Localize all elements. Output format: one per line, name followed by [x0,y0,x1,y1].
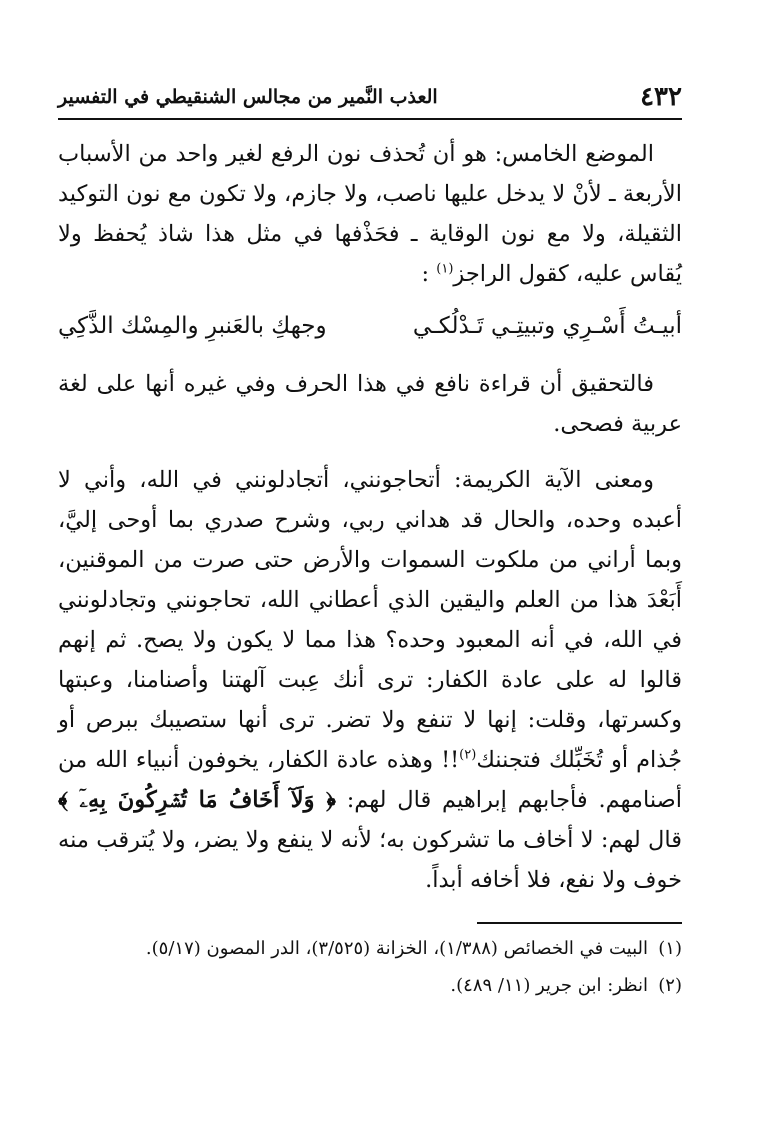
paragraph-ending: : [421,261,430,287]
paragraph-text-a: ومعنى الآية الكريمة: أتحاجونني، أتجادلونني في الله، وأني لا أعبده وحده، والحال قد هداني ربي، وشرح صدري بما أوحى إليَّ، وبما أراني من ملكوت السموات والأرض حتى صرت من الموقنين، أَبَعْدَ هذا من العلم واليقين الذي أعطاني الله، تحاجونني وتجادلونني في الله، في أنه المعبود وحده؟ هذا مما لا يكون ولا يصح. ثم إنهم قالوا له على عادة الكفار: ترى أنك عِبت آلهتنا وأصنامنا، وعبتها وكسرتها، وقلت: إنها لا تنفع ولا تضر. ترى أنها ستصيبك ببرص أو جُذام أو تُخَبِّلك فتجننك [58,467,682,773]
paragraph-text-c: قال لهم: لا أخاف ما تشركون به؛ لأنه لا ينفع ولا يضر، ولا يُترقب منه خوف ولا نفع، فلا أخافه أبداً. [58,827,682,893]
paragraph-gap [58,444,682,460]
paragraph-verse-meaning [58,460,682,900]
footnote-ref-2[interactable]: (٢) [459,747,477,763]
footnote-text: انظر: ابن جرير (١١/ ٤٨٩). [450,975,648,996]
book-page [58,78,682,1006]
footnote-1 [58,932,682,965]
paragraph-text-b: !! وهذه عادة الكفار، يخوفون أنبياء الله من أصنامهم. فأجابهم إبراهيم قال لهم: [58,747,682,813]
footnote-number: (١) [658,938,682,959]
page-number: ٤٣٢ [640,82,682,112]
footnote-number: (٢) [658,975,682,996]
footnote-ref-1[interactable]: (١) [436,261,454,277]
paragraph-fifth-position [58,134,682,294]
page-header [58,78,682,120]
footnote-divider [477,922,682,924]
quran-verse: ﴿ وَلَآ أَخَافُ مَا تُشۡرِكُونَ بِهِۦٓ ﴾ [58,787,336,813]
poem-first-hemistich: أبيـتُ أَسْـرِي وتبيتِـي تَـدْلُكـي [412,313,682,339]
footnote-2 [58,969,682,1002]
paragraph-text: الموضع الخامس: هو أن تُحذف نون الرفع لغير واحد من الأسباب الأربعة ـ لأنْ لا يدخل عليها ناصب، ولا جازم، ولا تكون مع نون التوكيد الثقيلة، ولا مع نون الوقاية ـ فحَذْفها في مثل هذا شاذ يُحفظ ولا يُقاس عليه، كقول الراجز [58,141,682,287]
running-title: العذب النَّمير من مجالس الشنقيطي في التفسير [58,86,438,108]
poem-second-hemistich: وجهكِ بالعَنبرِ والمِسْك الذَّكِي [58,313,327,339]
footnote-text: البيت في الخصائص (١/٣٨٨)، الخزانة (٣/٥٢٥)، الدر المصون (٥/١٧). [145,938,648,959]
footnotes [58,932,682,1002]
main-text [58,134,682,900]
poem-verse [58,306,682,346]
paragraph-verdict: فالتحقيق أن قراءة نافع في هذا الحرف وفي غيره أنها على لغة عربية فصحى. [58,371,682,437]
